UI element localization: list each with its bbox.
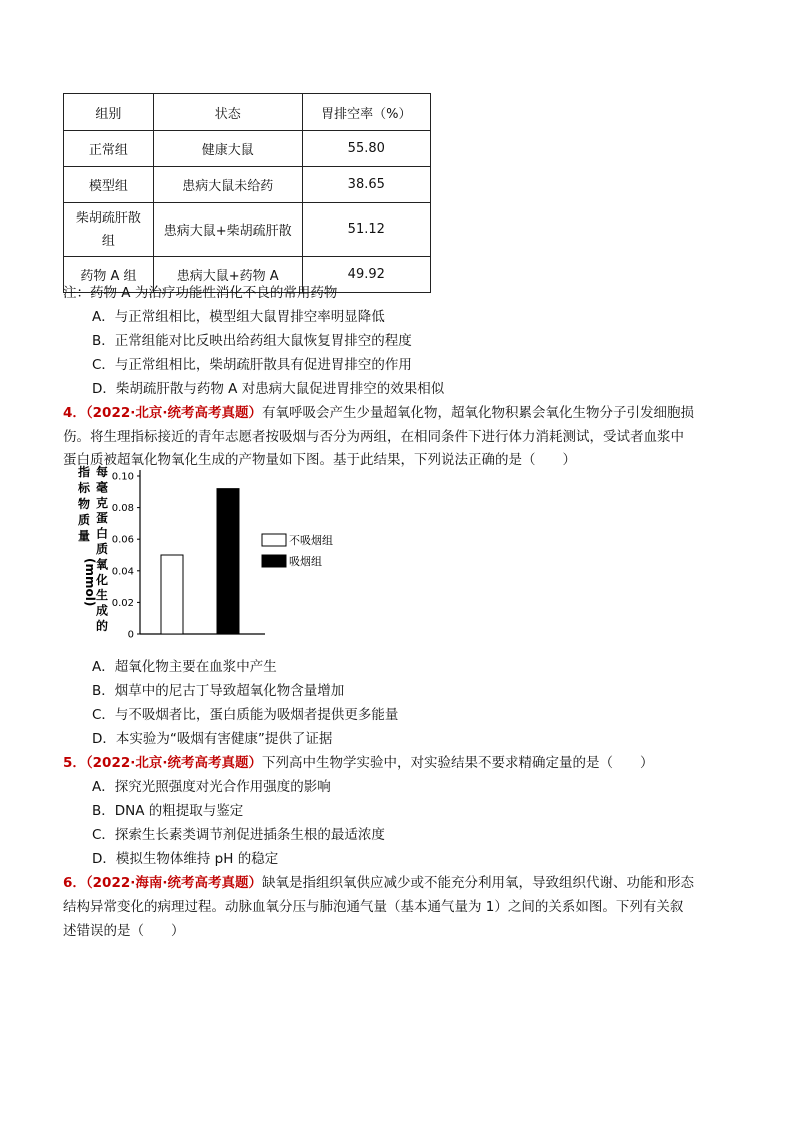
table-note: 注：药物 A 为治疗功能性消化不良的常用药物: [63, 285, 338, 301]
table-cell: 49.92: [302, 257, 430, 293]
table-cell: 51.12: [302, 203, 430, 257]
y-tick-label: 0.10: [111, 471, 134, 483]
question-6-stem-line: 结构异常变化的病理过程。动脉血氧分压与肺泡通气量（基本通气量为 1）之间的关系如图。下列有关叙: [63, 899, 684, 915]
table-header-cell: 组别: [64, 94, 154, 131]
table-row: [64, 131, 431, 167]
y-axis-title-char: 生: [96, 588, 109, 603]
legend-swatch: [262, 534, 286, 546]
table-cell: 55.80: [302, 131, 430, 167]
y-axis-title-char: 克: [96, 495, 109, 510]
y-axis-title-char: 氧: [96, 557, 109, 572]
option-c: C．与正常组相比，柴胡疏肝散具有促进胃排空的作用: [92, 357, 412, 373]
table-cell-line: 柴胡疏肝散: [75, 210, 141, 226]
bar-chart: [70, 462, 390, 642]
y-axis-title-col2: [95, 464, 109, 633]
y-axis-title-char: 成: [96, 603, 109, 618]
table-cell: 患病大鼠+柴胡疏肝散: [153, 203, 302, 257]
y-axis-ticks: [112, 472, 140, 641]
legend-label: 吸烟组: [289, 555, 322, 568]
option-a: A．超氧化物主要在血浆中产生: [92, 659, 277, 675]
table-cell: 模型组: [64, 167, 154, 203]
y-axis-title-char: 蛋: [96, 511, 109, 526]
y-axis-title-char: 量: [78, 529, 91, 543]
option-d: D．柴胡疏肝散与药物 A 对患病大鼠促进胃排空的效果相似: [92, 381, 445, 397]
legend: [262, 533, 333, 568]
y-tick-label: 0.02: [111, 597, 134, 609]
option-a: A．与正常组相比，模型组大鼠胃排空率明显降低: [92, 309, 385, 325]
question-6-stem-line: 述错误的是（ ）: [63, 923, 185, 939]
option-c: C．与不吸烟者比，蛋白质能为吸烟者提供更多能量: [92, 707, 399, 723]
question-text: 有氧呼吸会产生少量超氧化物，超氧化物积累会氧化生物分子引发细胞损: [262, 405, 694, 421]
table-header-cell: 状态: [153, 94, 302, 131]
question-4-stem-line: [63, 403, 694, 423]
question-number: 6．: [63, 875, 86, 891]
table-cell: 患病大鼠+药物 A: [153, 257, 302, 293]
table-header-cell: 胃排空率（%）: [302, 94, 430, 131]
question-source: （2022·北京·统考高考真题）: [85, 405, 262, 421]
question-source: （2022·海南·统考高考真题）: [85, 875, 262, 891]
y-axis-title-char: 毫: [96, 480, 109, 495]
question-number: 5．: [63, 755, 86, 771]
table-cell: 正常组: [64, 131, 154, 167]
legend-label: 不吸烟组: [289, 534, 333, 547]
option-c: C．探索生长素类调节剂促进插条生根的最适浓度: [92, 827, 385, 843]
y-axis-unit: (mmol): [83, 558, 97, 607]
option-b: B．正常组能对比反映出给药组大鼠恢复胃排空的程度: [92, 333, 412, 349]
table-cell: 药物 A 组: [64, 257, 154, 293]
question-text: 下列高中生物学实验中，对实验结果不要求精确定量的是（ ）: [262, 755, 654, 771]
option-b: B．DNA 的粗提取与鉴定: [92, 803, 244, 819]
question-5-stem-line: [63, 753, 654, 773]
table-cell: [64, 203, 154, 257]
y-axis-title-char: 质: [78, 513, 91, 527]
question-6-stem-line: [63, 873, 694, 893]
table-cell: 健康大鼠: [153, 131, 302, 167]
bars: [161, 489, 239, 634]
y-axis-title-char: 化: [96, 572, 109, 587]
option-d: D．模拟生物体维持 pH 的稳定: [92, 851, 279, 867]
y-tick-label: 0: [127, 629, 134, 641]
bar-chart-svg: [70, 462, 390, 642]
question-source: （2022·北京·统考高考真题）: [85, 755, 262, 771]
option-b: B．烟草中的尼古丁导致超氧化物含量增加: [92, 683, 345, 699]
y-tick-label: 0.04: [111, 566, 134, 578]
legend-swatch: [262, 555, 286, 567]
bar-smoker: [217, 489, 239, 634]
data-table: [63, 93, 431, 293]
y-axis-title-char: 白: [96, 526, 109, 541]
y-axis-title-char: 质: [96, 542, 109, 556]
question-4-stem-line: 蛋白质被超氧化物氧化生成的产物量如下图。基于此结果，下列说法正确的是（ ）: [63, 452, 576, 468]
y-axis-title-char: 每: [96, 465, 109, 479]
y-tick-label: 0.06: [111, 534, 134, 546]
table-header-row: [64, 94, 431, 131]
table-row: [64, 203, 431, 257]
option-a: A．探究光照强度对光合作用强度的影响: [92, 779, 331, 795]
y-axis-title-char: 的: [96, 619, 109, 633]
y-axis-title-char: 指: [78, 465, 91, 479]
y-axis-title-col1: [77, 464, 91, 543]
y-axis-title-char: 标: [78, 481, 91, 495]
table-cell-line: 组: [101, 233, 115, 249]
question-number: 4．: [63, 405, 86, 421]
y-tick-label: 0.08: [111, 503, 134, 515]
question-text: 缺氧是指组织氧供应减少或不能充分利用氧，导致组织代谢、功能和形态: [262, 875, 694, 891]
table-row: [64, 167, 431, 203]
question-4-stem-line: 伤。将生理指标接近的青年志愿者按吸烟与否分为两组，在相同条件下进行体力消耗测试，受试者血浆中: [63, 429, 684, 445]
table-cell: 38.65: [302, 167, 430, 203]
bar-non-smoker: [161, 555, 183, 634]
option-d: D．本实验为“吸烟有害健康”提供了证据: [92, 731, 333, 747]
table-cell: 患病大鼠未给药: [153, 167, 302, 203]
y-axis-title-char: 物: [78, 497, 91, 511]
